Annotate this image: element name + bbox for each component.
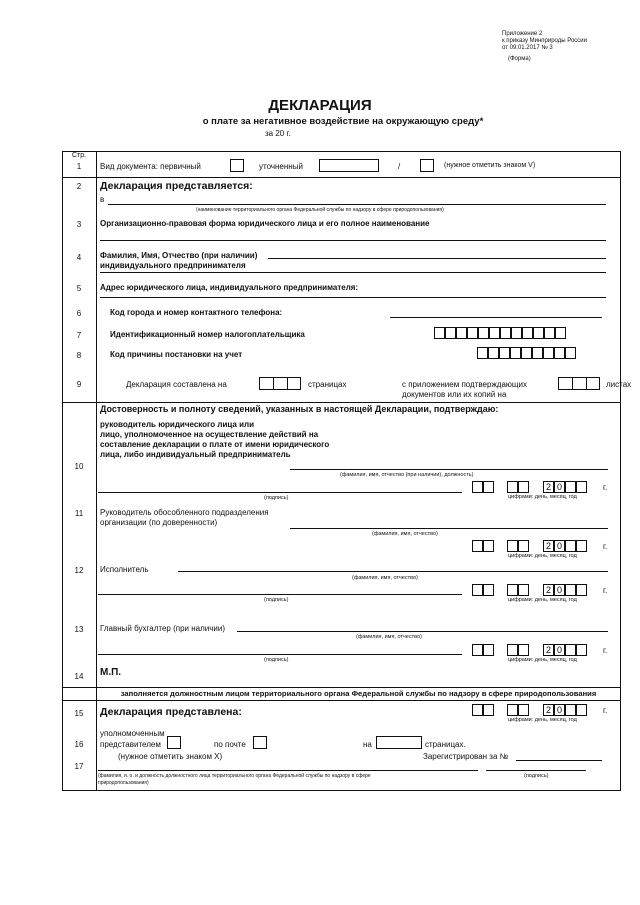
- appendix-label: Приложение 2: [502, 31, 543, 37]
- executor-name-line[interactable]: [178, 571, 608, 572]
- row-separator: [62, 402, 621, 403]
- inn-cell[interactable]: [533, 327, 544, 339]
- official-band: заполняется должностным лицом территориального органа Федеральной службы по надзору в сфере природопользования: [120, 689, 597, 698]
- year-suffix: г.: [603, 646, 608, 655]
- date-cell[interactable]: 2: [543, 540, 554, 552]
- date-cell[interactable]: [576, 584, 587, 596]
- address-line[interactable]: [100, 297, 606, 298]
- refined-label: уточненный: [259, 162, 303, 171]
- row-number: 6: [76, 309, 82, 318]
- by-mail-checkbox[interactable]: [253, 736, 267, 749]
- date-cell[interactable]: [518, 704, 529, 716]
- row-number: 17: [74, 762, 84, 771]
- date-cell[interactable]: [483, 481, 494, 493]
- refined-checkbox[interactable]: [420, 159, 434, 172]
- authorized-label-1: уполномоченным: [100, 729, 165, 738]
- executor-sign-caption: (подпись): [264, 597, 289, 603]
- kpp-cell[interactable]: [532, 347, 543, 359]
- date-cell[interactable]: [472, 540, 483, 552]
- received-date-caption: цифрами: день, месяц, год: [508, 717, 577, 723]
- row-number: 10: [74, 462, 84, 471]
- row-number: 14: [74, 672, 84, 681]
- date-cell[interactable]: 0: [554, 481, 565, 493]
- row-number: 8: [76, 351, 82, 360]
- date-cell[interactable]: [576, 644, 587, 656]
- date-cell[interactable]: [565, 644, 576, 656]
- kpp-label: Код причины постановки на учет: [110, 350, 243, 359]
- row-number: 9: [76, 380, 82, 389]
- kpp-cell[interactable]: [477, 347, 488, 359]
- document-type-label: Вид документа: первичный: [100, 162, 201, 171]
- date-cell[interactable]: [565, 540, 576, 552]
- year-suffix: г.: [603, 542, 608, 551]
- kpp-cell[interactable]: [521, 347, 532, 359]
- date-cell[interactable]: 0: [554, 584, 565, 596]
- date-cell[interactable]: [576, 540, 587, 552]
- phone-line[interactable]: [390, 317, 602, 318]
- attachments-label-2: документов или их копий на: [402, 390, 507, 399]
- date-cell[interactable]: 0: [554, 704, 565, 716]
- date-cell[interactable]: [483, 704, 494, 716]
- date-cell[interactable]: [518, 540, 529, 552]
- by-mail-label: по почте: [214, 740, 246, 749]
- date-cell[interactable]: [518, 584, 529, 596]
- inn-cell[interactable]: [522, 327, 533, 339]
- mark-x-hint: (нужное отметить знаком Х): [118, 752, 223, 761]
- registered-label: Зарегистрирован за №: [423, 752, 509, 761]
- date-cell[interactable]: 2: [543, 481, 554, 493]
- order-label: к приказу Минприроды России: [502, 38, 588, 44]
- row-number: 3: [76, 220, 82, 229]
- row-separator: [62, 177, 621, 178]
- chief-accountant-name-line[interactable]: [237, 631, 608, 632]
- official-name-caption-2: природопользования): [98, 780, 149, 786]
- representative-checkbox[interactable]: [167, 736, 181, 749]
- entrepreneur-label: индивидуального предпринимателя: [100, 261, 246, 270]
- report-year: за 20 г.: [265, 129, 291, 138]
- document-subtitle: о плате за негативное воздействие на окружающую среду*: [202, 116, 484, 127]
- date-cell[interactable]: 2: [543, 644, 554, 656]
- row-number-header: Стр.: [71, 152, 87, 159]
- legal-form-line[interactable]: [100, 240, 606, 241]
- date-cell[interactable]: [576, 704, 587, 716]
- inn-cell[interactable]: [544, 327, 555, 339]
- entrepreneur-name-label: Фамилия, Имя, Отчество (при наличии): [100, 251, 258, 260]
- sheets-label: листах: [606, 380, 632, 389]
- branch-head-date-caption: цифрами: день, месяц, год: [508, 553, 577, 559]
- primary-checkbox[interactable]: [230, 159, 244, 172]
- row-number: 11: [74, 509, 84, 518]
- inn-cell[interactable]: [500, 327, 511, 339]
- date-cell[interactable]: [576, 481, 587, 493]
- date-cell[interactable]: [518, 644, 529, 656]
- date-cell[interactable]: 2: [543, 584, 554, 596]
- received-pages-field[interactable]: [376, 736, 422, 749]
- signatory-sign-caption: (подпись): [264, 495, 289, 501]
- signatory-line-1: руководитель юридического лица или: [100, 420, 254, 429]
- executor-date-caption: цифрами: день, месяц, год: [508, 597, 577, 603]
- chief-accountant-name-caption: (фамилия, имя, отчество): [356, 634, 422, 640]
- authority-caption: (наименование территориального органа Федеральной службы по надзору в сфере природопользования): [196, 207, 444, 213]
- to-label: в: [100, 195, 105, 204]
- inn-cell[interactable]: [445, 327, 456, 339]
- entrepreneur-name-line-2[interactable]: [100, 272, 606, 273]
- kpp-cell[interactable]: [510, 347, 521, 359]
- executor-sign-line[interactable]: [98, 594, 462, 595]
- phone-label: Код города и номер контактного телефона:: [110, 308, 283, 317]
- date-cell[interactable]: [507, 584, 518, 596]
- signatory-date-caption: цифрами: день, месяц, год: [508, 494, 577, 500]
- executor-label: Исполнитель: [100, 565, 149, 574]
- kpp-cell[interactable]: [554, 347, 565, 359]
- kpp-cell[interactable]: [488, 347, 499, 359]
- inn-label: Идентификационный номер налогоплательщика: [110, 330, 305, 339]
- date-cell[interactable]: [483, 644, 494, 656]
- authority-line[interactable]: [108, 204, 606, 205]
- document-title: ДЕКЛАРАЦИЯ: [268, 97, 372, 114]
- row-number: 16: [74, 740, 84, 749]
- date-cell[interactable]: [507, 644, 518, 656]
- branch-head-line-1: Руководитель обособленного подразделения: [100, 508, 269, 517]
- received-pages-label: страницах.: [425, 740, 466, 749]
- inn-cell[interactable]: [434, 327, 445, 339]
- chief-accountant-sign-caption: (подпись): [264, 657, 289, 663]
- row-number: 4: [76, 253, 82, 262]
- signatory-line-4: лица, либо индивидуальный предприниматель: [100, 450, 291, 459]
- date-cell[interactable]: [507, 540, 518, 552]
- date-cell[interactable]: 2: [543, 704, 554, 716]
- attachments-label-1: с приложением подтверждающих: [402, 380, 527, 389]
- entrepreneur-name-line[interactable]: [268, 258, 606, 259]
- legal-form-label: Организационно-правовая форма юридического лица и его полное наименование: [100, 219, 430, 228]
- mark-hint: (нужное отметить знаком V): [444, 162, 536, 169]
- official-name-caption-1: (фамилия, и. о. и должность должностного лица территориального органа Федеральной службы по надзору в сфере: [98, 773, 371, 779]
- row-number: 12: [74, 566, 84, 575]
- date-cell[interactable]: [565, 481, 576, 493]
- cell-divider: [572, 377, 573, 390]
- inn-cell[interactable]: [467, 327, 478, 339]
- date-cell[interactable]: [472, 644, 483, 656]
- slash: /: [398, 162, 401, 171]
- branch-head-name-caption: (фамилия, имя, отчество): [372, 531, 438, 537]
- cell-divider: [273, 377, 274, 390]
- official-sign-line[interactable]: [486, 770, 586, 771]
- chief-accountant-label: Главный бухгалтер (при наличии): [100, 624, 225, 633]
- date-cell[interactable]: [472, 704, 483, 716]
- row-number: 13: [74, 625, 84, 634]
- on-label: на: [363, 740, 372, 749]
- page-count-field[interactable]: [259, 377, 301, 390]
- executor-name-caption: (фамилия, имя, отчество): [352, 575, 418, 581]
- year-suffix: г.: [603, 586, 608, 595]
- seal-label: М.П.: [100, 667, 122, 678]
- branch-head-name-line[interactable]: [290, 528, 608, 529]
- inn-cell[interactable]: [489, 327, 500, 339]
- row-separator: [62, 687, 621, 688]
- year-suffix: г.: [603, 706, 608, 715]
- row-number: 5: [76, 284, 82, 293]
- row-number: 1: [76, 162, 82, 171]
- pages-label: страницах: [308, 380, 347, 389]
- date-cell[interactable]: [507, 704, 518, 716]
- kpp-cell[interactable]: [565, 347, 576, 359]
- date-cell[interactable]: [483, 540, 494, 552]
- signatory-line-3: составление декларации о плате от имени юридического: [100, 440, 330, 449]
- confirmation-heading: Достоверность и полноту сведений, указанных в настоящей Декларации, подтверждаю:: [100, 404, 499, 414]
- address-label: Адрес юридического лица, индивидуального предпринимателя:: [100, 283, 359, 292]
- date-cell[interactable]: [518, 481, 529, 493]
- date-cell[interactable]: [565, 584, 576, 596]
- chief-accountant-date-caption: цифрами: день, месяц, год: [508, 657, 577, 663]
- date-cell[interactable]: 0: [554, 644, 565, 656]
- inn-cell[interactable]: [511, 327, 522, 339]
- inn-cell[interactable]: [456, 327, 467, 339]
- date-cell[interactable]: [507, 481, 518, 493]
- branch-head-line-2: организации (по доверенности): [100, 518, 218, 527]
- declaration-received-heading: Декларация представлена:: [100, 706, 242, 718]
- sheet-count-field[interactable]: [558, 377, 600, 390]
- official-name-line[interactable]: [98, 770, 478, 771]
- date-cell[interactable]: 0: [554, 540, 565, 552]
- refined-number-field[interactable]: [319, 159, 379, 172]
- kpp-cell[interactable]: [499, 347, 510, 359]
- row-number: 7: [76, 331, 82, 340]
- form-label: (Форма): [508, 56, 531, 62]
- date-cell[interactable]: [483, 584, 494, 596]
- row-number: 2: [76, 182, 82, 191]
- signatory-sign-line[interactable]: [98, 492, 462, 493]
- cell-divider: [287, 377, 288, 390]
- registration-number-line[interactable]: [516, 760, 602, 761]
- official-sign-caption: (подпись): [524, 773, 549, 779]
- year-suffix: г.: [603, 483, 608, 492]
- declaration-submitted-heading: Декларация представляется:: [100, 180, 253, 192]
- date-cell[interactable]: [472, 584, 483, 596]
- row-separator: [62, 700, 621, 701]
- composed-on-label: Декларация составлена на: [126, 380, 227, 389]
- cell-divider: [586, 377, 587, 390]
- signatory-name-caption: (фамилия, имя, отчество (при наличии), должность): [340, 472, 474, 478]
- date-cell[interactable]: [472, 481, 483, 493]
- kpp-cell[interactable]: [543, 347, 554, 359]
- signatory-name-line[interactable]: [290, 469, 608, 470]
- chief-accountant-sign-line[interactable]: [98, 654, 462, 655]
- date-cell[interactable]: [565, 704, 576, 716]
- row-number: 15: [74, 709, 84, 718]
- signatory-line-2: лицо, уполномоченное на осуществление действий на: [100, 430, 319, 439]
- authorized-label-2: представителем: [100, 740, 161, 749]
- order-date: от 09.01.2017 № 3: [502, 45, 553, 51]
- inn-cell[interactable]: [478, 327, 489, 339]
- inn-cell[interactable]: [555, 327, 566, 339]
